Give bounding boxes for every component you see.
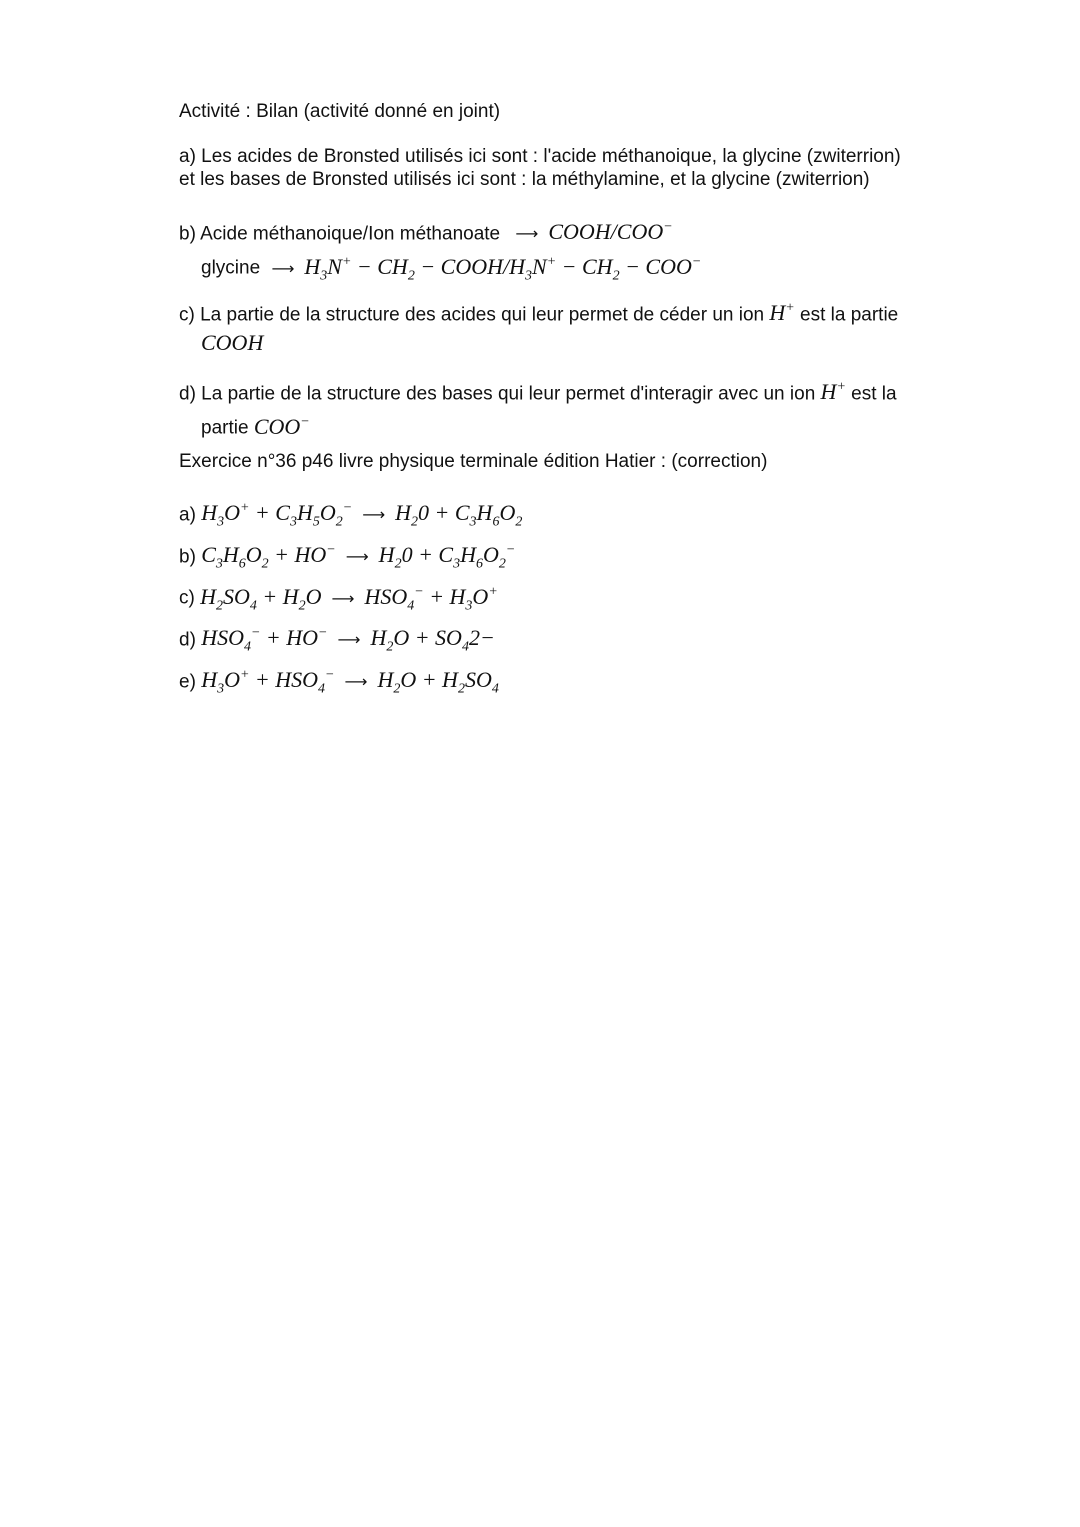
equation-c	[179, 578, 969, 620]
answer-a	[179, 145, 969, 191]
answer-b-label1: b) Acide méthanoique/Ion méthanoate	[179, 223, 501, 245]
answer-c-line1	[179, 295, 969, 329]
equation-b	[179, 537, 969, 579]
equation-b-formula: $C_3H_6O_2 + HO^-$ ⟶ $H_20 + C_3H_6O_2^-$	[201, 542, 516, 572]
answer-a-line1: a) Les acides de Bronsted utilisés ici sont : l'acide méthanoique, la glycine (zwiterrion)	[179, 146, 901, 167]
answer-b-line2	[179, 248, 969, 290]
equation-c-label: c)	[179, 587, 195, 609]
equation-a	[179, 495, 969, 537]
equation-d-label: d)	[179, 629, 196, 651]
answer-b-label2: glycine	[201, 257, 261, 279]
equation-c-formula: $H_2SO_4 + H_2O$ ⟶ $HSO_4^- + H_3O^+$	[200, 583, 498, 614]
answer-d-text2: est la	[851, 383, 897, 405]
answer-d-line2	[179, 408, 969, 442]
answer-d-line1	[179, 374, 969, 408]
answer-b-formula1: ⟶ COOH/COO−	[515, 219, 673, 245]
answer-d	[179, 374, 969, 443]
equation-a-label: a)	[179, 504, 196, 526]
answer-c-text1: c) La partie de la structure des acides qui leur permet de céder un ion	[179, 304, 765, 326]
answer-d-text1: d) La partie de la structure des bases qui leur permet d'interagir avec un ion	[179, 383, 816, 405]
answer-c-line2	[179, 329, 969, 359]
equation-e-label: e)	[179, 671, 196, 693]
equations-list	[179, 495, 969, 704]
answer-c-ion: H+	[769, 300, 795, 326]
answer-b-line1	[179, 214, 969, 248]
equation-e-formula: $H_3O^+ + HSO_4^-$ ⟶ $H_2O + H_2SO_4$	[201, 667, 499, 697]
equation-a-formula: $H_3O^+ + C_3H_5O_2^-$ ⟶ $H_20 + C_3H_6O_2$	[201, 500, 523, 530]
answer-c-formula: COOH	[201, 330, 264, 356]
answer-b	[179, 214, 969, 290]
activity-heading	[179, 100, 969, 123]
activity-heading-text: Activité : Bilan (activité donné en joint)	[179, 101, 501, 122]
equation-b-label: b)	[179, 546, 196, 568]
equation-e	[179, 662, 969, 704]
equation-d	[179, 620, 969, 662]
answer-d-formula: COO−	[253, 413, 310, 439]
answer-c-text2: est la partie	[800, 304, 899, 326]
answer-d-ion: H+	[820, 379, 846, 405]
answer-a-line2: et les bases de Bronsted utilisés ici sont : la méthylamine, et la glycine (zwiterrion)	[179, 169, 870, 190]
exercise-heading	[179, 450, 969, 473]
exercise-heading-text: Exercice n°36 p46 livre physique terminale édition Hatier : (correction)	[179, 451, 768, 472]
answer-b-formula2: ⟶ $H_3N^+ - CH_2$ − COOH/$H_3N^+ - CH_2 - COO^-$	[271, 253, 702, 284]
answer-c	[179, 295, 969, 359]
answer-d-text3: partie	[201, 417, 249, 439]
equation-d-formula: $HSO_4^- + HO^-$ ⟶ $H_2O + SO_42-$	[201, 625, 495, 655]
